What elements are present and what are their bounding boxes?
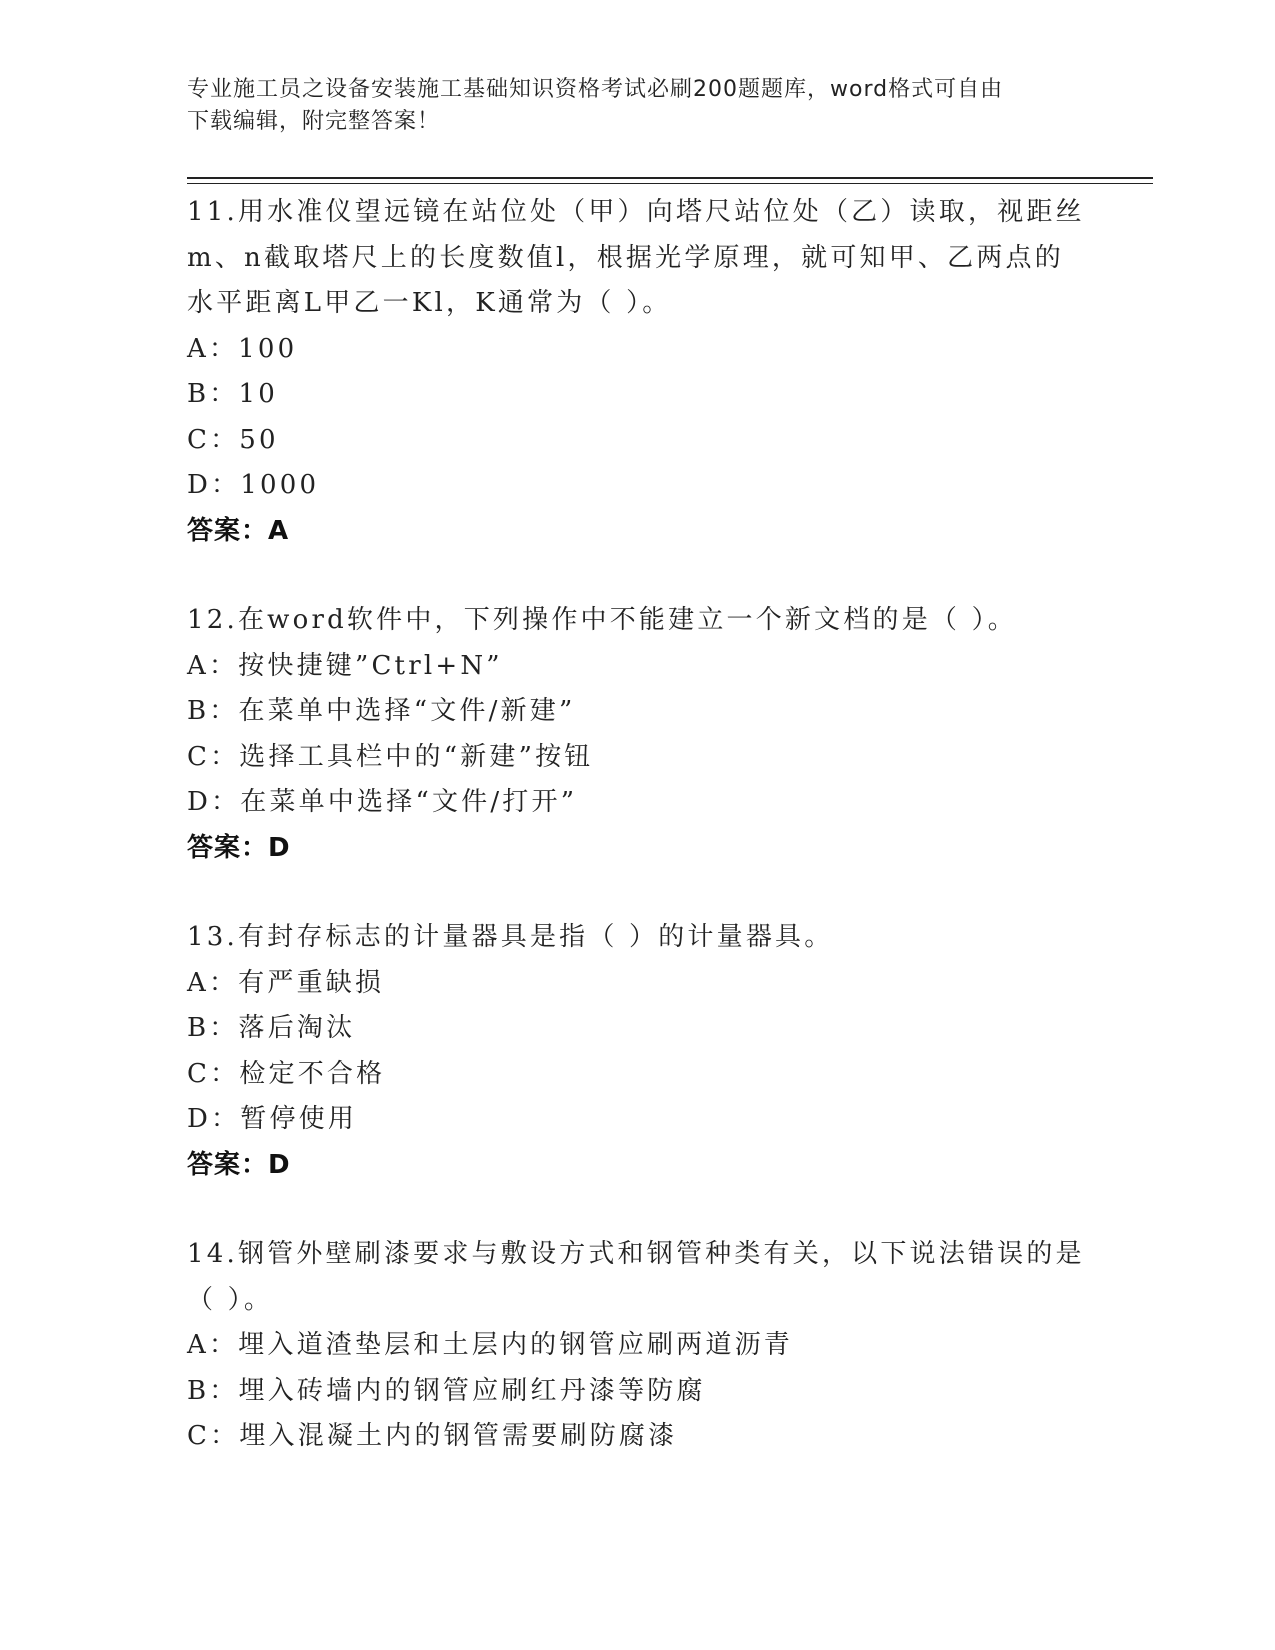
question-14 xyxy=(187,1232,1087,1460)
question-stem-line: 13.有封存标志的计量器具是指（ ）的计量器具。 xyxy=(187,922,834,952)
question-11 xyxy=(187,190,1087,554)
question-list xyxy=(187,190,1087,1460)
question-spacer xyxy=(187,554,1087,598)
question-stem-line: （ ）。 xyxy=(187,1284,274,1315)
header-line-2: 下载编辑，附完整答案！ xyxy=(187,109,441,134)
option-d: D：暂停使用 xyxy=(187,1104,358,1134)
option-b: B：10 xyxy=(187,379,278,409)
question-stem-line: m、n截取塔尺上的长度数值l，根据光学原理，就可知甲、乙两点的 xyxy=(187,242,1064,273)
header-divider-thick xyxy=(187,177,1153,179)
option-b: B：埋入砖墙内的钢管应刷红丹漆等防腐 xyxy=(187,1375,706,1406)
option-a: A：100 xyxy=(187,333,298,364)
option-c: C：检定不合格 xyxy=(187,1058,386,1089)
question-13 xyxy=(187,915,1087,1188)
answer-line: 答案：A xyxy=(187,515,290,546)
question-spacer xyxy=(187,1188,1087,1232)
option-d: D：1000 xyxy=(187,470,320,500)
option-c: C：选择工具栏中的“新建”按钮 xyxy=(187,741,594,772)
option-c: C：埋入混凝土内的钢管需要刷防腐漆 xyxy=(187,1421,678,1451)
question-stem-line: 11.用水准仪望远镜在站位处（甲）向塔尺站位处（乙）读取，视距丝 xyxy=(187,197,1085,227)
option-a: A：有严重缺损 xyxy=(187,967,385,998)
question-stem-line: 12.在word软件中，下列操作中不能建立一个新文档的是（ ）。 xyxy=(187,605,1017,635)
option-a: A：按快捷键”Ctrl+N” xyxy=(187,650,503,681)
option-c: C：50 xyxy=(187,424,279,455)
option-b: B：在菜单中选择“文件/新建” xyxy=(187,696,576,726)
answer-line: 答案：D xyxy=(187,1149,291,1180)
question-stem-line: 水平距离L甲乙一Kl，K通常为（ ）。 xyxy=(187,288,672,318)
option-a: A：埋入道渣垫层和土层内的钢管应刷两道沥青 xyxy=(187,1330,793,1360)
option-d: D：在菜单中选择“文件/打开” xyxy=(187,787,578,817)
header-line-1: 专业施工员之设备安装施工基础知识资格考试必刷200题题库，word格式可自由 xyxy=(187,77,1004,102)
question-12 xyxy=(187,598,1087,871)
document-header xyxy=(187,74,1087,138)
question-spacer xyxy=(187,871,1087,915)
header-divider-thin xyxy=(187,183,1153,184)
question-stem-line: 14.钢管外壁刷漆要求与敷设方式和钢管种类有关，以下说法错误的是 xyxy=(187,1239,1085,1269)
option-b: B：落后淘汰 xyxy=(187,1013,356,1043)
answer-line: 答案：D xyxy=(187,832,291,863)
